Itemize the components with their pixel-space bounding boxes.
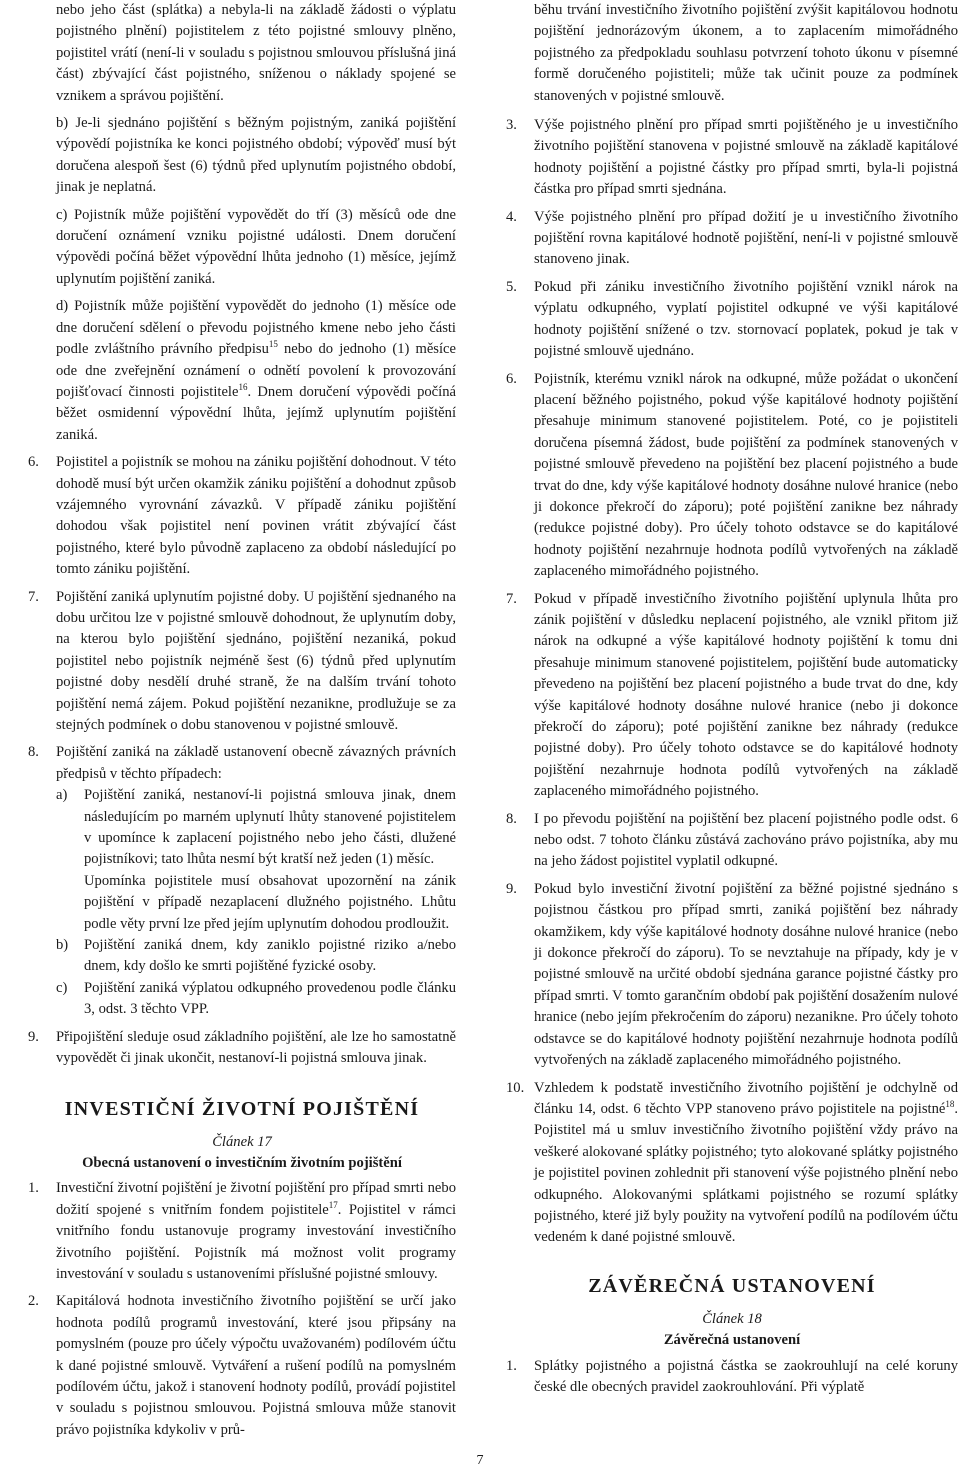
case-c-number: c) xyxy=(56,979,68,996)
paragraph-text: Kapitálová hodnota investičního životního pojištění se určí jako hodnota podílů programů investování, které jsou připsány na pomyslném (pouze pro účely výpočtu uvažovaném) podílovém účtu k dané pojistné smlouvě. Vytváření a rušení podílů na pomyslném podílovém účtu, jakož i stanovení hodnoty podílů, provádí pojistitel v souladu s pojistnou smlouvou. Pojistná smlouva může stanovit právo pojistníka kdykoliv v prů- xyxy=(56,1293,456,1438)
numbered-paragraph-6 xyxy=(28,452,456,580)
paragraph-text: Pojistitel a pojistník se mohou na zániku pojištění dohodnout. V této dohodě musí být určen okamžik zániku pojištění a dohodnut způsob vzájemného vyrovnání závazků. V případě zániku pojištění dohodou však pojistitel není povinen vrátit zbývající část pojistného, které bylo původně zaplaceno za období následující po tomto zániku pojištění. xyxy=(56,454,456,578)
article-title: Závěrečná ustanovení xyxy=(663,1332,801,1349)
numbered-paragraph-10 xyxy=(506,1078,958,1249)
numbered-paragraph-6 xyxy=(506,369,958,583)
paragraph-text: I po převodu pojištění na pojištění bez placení pojistného podle odst. 6 nebo odst. 7 tohoto článku zůstává zachováno právo pojistníka, aby mu na jeho žádost pojistitel vyplatil odkupné. xyxy=(534,810,958,870)
paragraph-text-2: . Pojistitel v rámci vnitřního fondu ustanovuje programy investování investičního životního pojištění. Pojistník má možnost volit programy investování v souladu s ustanoveními příslušné pojistné smlouvy. xyxy=(56,1201,456,1282)
paragraph-number: 6. xyxy=(506,370,517,387)
case-c xyxy=(56,978,456,1021)
paragraph-text: Pojištění zaniká uplynutím pojistné doby. U pojištění sjednaného na dobu určitou lze v pojistné smlouvě dohodnout, že uplynutím doby, na kterou bylo pojištění sjednáno, pojištění nezaniká, pokud pojistitel nebo pojistník nejméně šest (6) týdnů před uplynutím pojistné doby nesdělí druhé straně, že na dalším trvání tohoto pojištění nemá zájem. Pokud pojištění nezanikne, prodlužuje se za stejných podmínek o dobu stanovenou v pojistné smlouvě. xyxy=(56,588,456,733)
footnote-ref-16: 16 xyxy=(238,382,248,393)
paragraph-number: 1. xyxy=(28,1180,39,1197)
case-a-text-2: Upomínka pojistitele musí obsahovat upozornění na zánik pojištění v případě nezaplacení dlužného pojistného. Lhůtu podle věty první lze před jejím uplynutím dohodou prodloužit. xyxy=(84,872,456,932)
clause-b xyxy=(56,113,456,199)
paragraph-text: Pokud v případě investičního životního pojištění uplynula lhůta pro zánik pojištění v důsledku neplacení pojistného, ale vznikl přitom již nárok na odkupné a výše kapitálové hodnoty pojištění k tomu dni přesahuje minimum stanovené pojistitelem, pojištění bude automaticky převedeno na pojištění bez placení pojistného a bude trvat do dne, kdy výše kapitálové hodnoty dosáhne nulové hranice (nebo ji dokonce překročí do záporu); poté pojištění zanikne bez náhrady (redukce pojistné doby). Pro účely tohoto odstavce se do kapitálové hodnoty pojištění nezahrnuje hodnota podílů vytvořených na základě zaplaceného mimořádného pojistného. xyxy=(534,590,958,800)
paragraph-text-1: Vzhledem k podstatě investičního životního pojištění je odchylně od článku 14, odst. 6 těchto VPP stanoveno právo pojistitele na pojistné xyxy=(534,1079,958,1117)
paragraph-text: Splátky pojistného a pojistná částka se zaokrouhlují na celé koruny české dle obecných pravidel zaokrouhlování. Při výplatě xyxy=(534,1357,958,1395)
paragraph-number: 7. xyxy=(28,588,39,605)
case-b-number: b) xyxy=(56,937,69,954)
clause-b-number: b) xyxy=(56,115,69,132)
paragraph-text: Pojistník, kterému vznikl nárok na odkupné, může požádat o ukončení placení běžného pojistného, pokud výše kapitálové hodnoty pojištění přesahuje minimum stanovené pojistitelem. Poté, co je pojistiteli doručena písemná žádost, bude pojištění za podmínek stanovených v pojistné smlouvě převedeno na pojištění bez placení pojistného a bude trvat do dne, kdy výše kapitálové hodnoty dosáhne nulové hranice (nebo ji dokonce překročí do záporu); poté pojištění zanikne bez náhrady (redukce pojistné doby). Pro účely tohoto odstavce se do kapitálové hodnoty pojištění nezahrnuje hodnota podílů vytvořených na základě zaplaceného mimořádného pojistného. xyxy=(534,370,958,580)
numbered-paragraph-8 xyxy=(28,742,456,1020)
article-number: Článek 18 xyxy=(702,1310,762,1327)
paragraph-number: 4. xyxy=(506,208,517,225)
footnote-ref-15: 15 xyxy=(268,339,278,350)
case-a-number: a) xyxy=(56,787,68,804)
clause-d-text-2: nebo do jednoho (1) měsíce ode dne zveřejnění oznámení o odnětí povolení k provozování pojišťovací činnosti pojistitele xyxy=(56,341,456,400)
paragraph-continuation: nebo jeho část (splátka) a nebyla-li na základě žádosti o výplatu pojistného plnění) pojistitelem z této pojistné smlouvy plněno, pojistitel vrátí (není-li v souladu s pojistnou smlouvou příslušná jiná část) zbývající část pojistného, sníženou o náklady spojené se vznikem a správou pojištění. xyxy=(56,2,456,104)
paragraph-number: 10. xyxy=(506,1079,525,1096)
case-c-text: Pojištění zaniká výplatou odkupného provedenou podle článku 3, odst. 3 těchto VPP. xyxy=(84,979,456,1018)
numbered-paragraph-5 xyxy=(506,277,958,363)
article-18-paragraph-1 xyxy=(506,1356,958,1399)
numbered-paragraph-3 xyxy=(506,115,958,201)
case-b xyxy=(56,935,456,978)
clause-d-text-1: Pojistník může pojištění vypovědět do jednoho (1) měsíce ode dne doručení sdělení o převodu pojistného kmene nebo jeho části podle zvláštního právního předpisu xyxy=(56,298,457,358)
paragraph-number: 2. xyxy=(28,1293,39,1310)
page-number: 7 xyxy=(476,1453,484,1468)
article-17-paragraph-2 xyxy=(28,1291,456,1441)
paragraph-number: 6. xyxy=(28,454,39,471)
left-column xyxy=(28,0,456,1441)
paragraph-text: Pokud při zániku investičního životního pojištění vznikl nárok na výplatu odkupného, vyplatí pojistitel odkupné ve výši kapitálové hodnoty pojištění snížené o tzv. stornovací poplatek, pokud je tak v pojistné smlouvě ujednáno. xyxy=(534,278,958,360)
paragraph-text-2: . Pojistitel má u smluv investičního životního pojištění vždy právo na veškeré alokované splátky pojistného; tyto alokované splátky pojistného je pojistitel povinen zohlednit při stanovení výše pojistného plnění nebo odkupného. Alokovanými splátkami pojistného se rozumí splátky pojistného, které již byly použity na vytvoření podílů na podílovém účtu vedeném k dané pojistné smlouvě. xyxy=(534,1100,958,1246)
paragraph-number: 1. xyxy=(506,1357,517,1374)
case-a xyxy=(56,785,456,935)
article-17-paragraph-1 xyxy=(28,1178,456,1285)
paragraph-number: 3. xyxy=(506,117,517,134)
paragraph-number: 8. xyxy=(28,744,39,761)
right-column xyxy=(506,0,958,1398)
paragraph-number: 5. xyxy=(506,278,517,295)
paragraph-text: Výše pojistného plnění pro případ smrti pojištěného je u investičního životního pojištění stanovena v pojistné smlouvě na základě kapitálové hodnoty pojištění a pojistné částky pro případ smrti, byla-li pojistná částka pro případ smrti sjednána. xyxy=(534,117,958,198)
paragraph-text: Výše pojistného plnění pro případ dožití je u investičního životního pojištění rovna kapitálové hodnotě pojištění, není-li v pojistné smlouvě stanoveno jinak. xyxy=(534,208,958,268)
clause-c xyxy=(56,205,456,291)
clause-d-number: d) xyxy=(56,298,69,315)
footnote-ref-17: 17 xyxy=(328,1199,338,1210)
clause-c-text: Pojistník může pojištění vypovědět do tří (3) měsíců ode dne doručení oznámení vzniku pojistné události. Dnem doručení výpovědi počíná běžet výpovědní lhůta jednoho (1) měsíce, jejímž uplynutím pojištění zaniká. xyxy=(56,206,456,287)
numbered-paragraph-9 xyxy=(28,1027,456,1070)
clause-d-text-3: . Dnem doručení výpovědi počíná běžet osmidenní výpovědní lhůta, jejímž uplynutím pojištění zaniká. xyxy=(56,383,456,443)
numbered-paragraph-7 xyxy=(28,587,456,737)
paragraph-number: 7. xyxy=(506,590,517,607)
numbered-paragraph-7 xyxy=(506,589,958,803)
paragraph-text: Pojištění zaniká na základě ustanovení obecně závazných právních předpisů v těchto případech: xyxy=(56,744,456,782)
clause-c-number: c) xyxy=(56,206,68,223)
paragraph-number: 8. xyxy=(506,810,517,827)
clause-b-text: Je-li sjednáno pojištění s běžným pojistným, zaniká pojištění výpovědí pojistníka ke konci pojistného období; výpověď musí být doručena alespoň šest (6) týdnů před uplynutím pojistného období, jinak je neplatná. xyxy=(56,115,456,196)
numbered-paragraph-8 xyxy=(506,809,958,873)
section-heading: INVESTIČNÍ ŽIVOTNÍ POJIŠTĚNÍ xyxy=(64,1097,420,1120)
footnote-ref-18: 18 xyxy=(945,1099,955,1110)
article-title: Obecná ustanovení o investičním životním pojištění xyxy=(82,1154,402,1171)
case-b-text: Pojištění zaniká dnem, kdy zaniklo pojistné riziko a/nebo dnem, kdy došlo ke smrti pojištěné fyzické osoby. xyxy=(84,937,456,975)
article-number: Článek 17 xyxy=(212,1133,272,1150)
paragraph-number: 9. xyxy=(28,1028,39,1045)
numbered-paragraph-4 xyxy=(506,207,958,271)
case-a-text-1: Pojištění zaniká, nestanoví-li pojistná smlouva jinak, dnem následujícím po marném uplynutí lhůty stanovené pojistitelem v upomínce k zaplacení pojistného nebo jeho části, dlužené pojistníkovi; tato lhůta nesmí být kratší než jeden (1) měsíc. xyxy=(84,787,456,868)
paragraph-text-1: Investiční životní pojištění je životní pojištění pro případ smrti nebo dožití spojené s vnitřním fondem pojistitele xyxy=(56,1180,456,1218)
numbered-paragraph-9 xyxy=(506,879,958,1072)
section-heading: ZÁVĚREČNÁ USTANOVENÍ xyxy=(588,1274,876,1297)
paragraph-text: Pokud bylo investiční životní pojištění za běžné pojistné sjednáno s pojistnou částkou pro případ smrti, zaniká pojištění bez náhrady okamžikem, kdy výše kapitálové hodnoty dosáhne nulové hranice (nebo ji dokonce překročí do záporu). To se nevztahuje na případy, kdy je v pojistné smlouvě na určité období sjednána garance pojistné částky pro případ smrti. V tomto garančním období pak pojištění dosažením nulové hranice (nebo jejím překročením do záporu) nezanikne. Pro účely tohoto odstavce se do kapitálové hodnoty pojištění nezahrnuje hodnota podílů vytvořených na základě zaplaceného mimořádného pojistného. xyxy=(534,880,958,1069)
paragraph-continuation: běhu trvání investičního životního pojištění zvýšit kapitálovou hodnotu pojištění jednorázovým úkonem, a to zaplacením mimořádného pojistného za předpokladu souhlasu potvrzení tohoto úkonu v písemné formě doručeného pojistiteli; může tak učinit pouze za podmínek stanovených v pojistné smlouvě. xyxy=(534,2,958,104)
paragraph-number: 9. xyxy=(506,880,517,897)
clause-d xyxy=(56,296,456,446)
paragraph-text: Připojištění sleduje osud základního pojištění, ale lze ho samostatně vypovědět či jinak ukončit, nestanoví-li pojistná smlouva jinak. xyxy=(56,1028,456,1067)
